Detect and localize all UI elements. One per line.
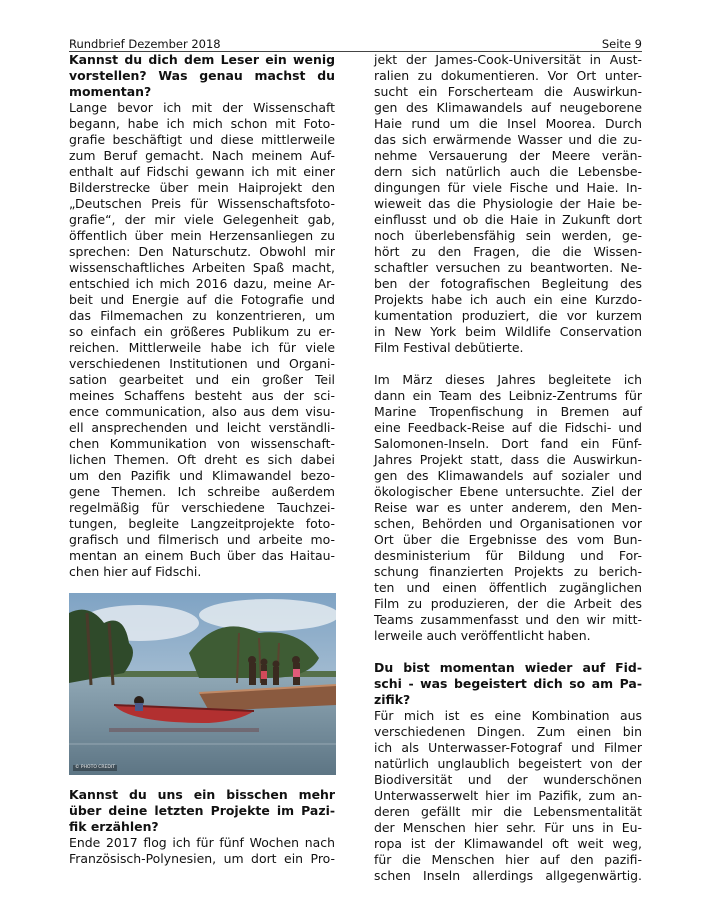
text-line: entschied ich mich 2016 dazu, meine Ar-: [69, 276, 335, 291]
text-line: schung finanzierten Projekts zu berich-: [374, 564, 642, 579]
heading-line: vorstellen? Was genau machst du: [69, 68, 335, 83]
heading-line: Kannst du dich dem Leser ein wenig: [69, 52, 335, 67]
text-line: verschiedenen Dingen. Zum einen bin: [374, 724, 642, 739]
text-line: ralien zu dokumentieren. Vor Ort unter-: [374, 68, 642, 83]
text-line: Film zu produzieren, der die Arbeit des: [374, 596, 642, 611]
text-line: Bilderstrecke über mein Haiprojekt den: [69, 180, 335, 195]
text-line: einflusst und ob die Haie in Zukunft dort: [374, 212, 642, 227]
heading-line: momentan?: [69, 84, 152, 99]
right-column: [374, 52, 642, 884]
text-line: Marine Tropenfischung in Bremen auf: [374, 404, 642, 419]
text-line: Im März dieses Jahres begleitete ich: [374, 372, 642, 387]
text-line: chen Kommunikation von wissenschaft-: [69, 436, 335, 451]
text-line: wissenschaftliches Arbeiten Spaß macht,: [69, 260, 335, 275]
text-line: um den Pazifik und Klimawandel bezo-: [69, 468, 335, 483]
text-line: sation gearbeitet und ein großer Teil: [69, 372, 335, 387]
heading-line: Du bist momentan wieder auf Fid-: [374, 660, 642, 675]
text-line: deren gefällt mir die Lebensmentalität: [374, 804, 642, 819]
photo-islanders-canoe: [69, 593, 336, 775]
paragraph-gap: [374, 644, 642, 660]
text-line: ich als Unterwasser-Fotograf und Filmer: [374, 740, 642, 755]
heading-line: schi - was begeistert dich so am Pa-: [374, 676, 642, 691]
text-line: „Deutschen Preis für Wissenschaftsfoto-: [69, 196, 335, 211]
text-line: Film Festival debütierte.: [374, 340, 524, 355]
text-line: in New York beim Wildlife Conservation: [374, 324, 642, 339]
text-line: reichen. Mittlerweile habe ich für viele: [69, 340, 335, 355]
paragraph-gap: [374, 356, 642, 372]
text-line: lerweile auch veröffentlicht haben.: [374, 628, 591, 643]
text-line: Lange bevor ich mit der Wissenschaft: [69, 100, 335, 115]
text-line: dingungen für viele Fische und Haie. In-: [374, 180, 642, 195]
header-title: Rundbrief Dezember 2018: [69, 37, 221, 51]
text-line: grafisch und filmerisch und arbeite mo-: [69, 532, 335, 547]
text-line: natürlich unglaublich begeistert von der: [374, 756, 642, 771]
text-line: gene Themen. Ich schreibe außerdem: [69, 484, 335, 499]
text-line: Teams zusammenfasst und den wir mitt-: [374, 612, 642, 627]
text-line: beit und Energie auf die Fotografie und: [69, 292, 335, 307]
text-line: schaftler versuchen zu beantworten. Ne-: [374, 260, 642, 275]
text-line: hört zu den Fragen, die die Wissen-: [374, 244, 642, 259]
text-line: Jahres Projekt statt, dass die Auswirkun-: [374, 452, 642, 467]
text-line: Salomonen-Inseln. Dort fand ein Fünf-: [374, 436, 642, 451]
paragraph-moorea-project: [374, 52, 642, 356]
page-number: Seite 9: [601, 37, 642, 51]
text-line: verschiedenen Institutionen und Organi-: [69, 356, 335, 371]
text-line: Französisch-Polynesien, um dort ein Pro-: [69, 851, 335, 866]
text-line: so einfach ein größeres Publikum zu er-: [69, 324, 335, 339]
text-line: Haie rund um die Insel Moorea. Durch: [374, 116, 642, 131]
text-line: tungen, begleite Langzeitprojekte foto-: [69, 516, 335, 531]
text-line: kumentation produziert, die vor kurzem: [374, 308, 642, 323]
left-column: [69, 52, 335, 580]
text-line: Ort über die Ergebnisse des vom Bun-: [374, 532, 642, 547]
heading-introduce-yourself: [69, 52, 335, 100]
text-line: öffentlich über mein Herzensanliegen zu: [69, 228, 335, 243]
text-line: ökologischer Ebene untersuchte. Ziel der: [374, 484, 642, 499]
text-line: ell ansprechenden und leicht verständli-: [69, 420, 335, 435]
text-line: der Menschen hier sehr. Für uns in Eu-: [374, 820, 642, 835]
text-line: ropa ist der Klimawandel oft weit weg,: [374, 836, 642, 851]
text-line: zum Beruf gemacht. Nach meinem Auf-: [69, 148, 335, 163]
text-line: sprechen: Den Naturschutz. Obwohl mir: [69, 244, 335, 259]
text-line: sucht ein Forscherteam die Auswirkun-: [374, 84, 642, 99]
paragraph-projects-start: [69, 835, 335, 867]
text-line: Reise war es unter anderem, den Men-: [374, 500, 642, 515]
text-line: schen Inseln allerdings allgegenwärtig.: [374, 868, 642, 883]
text-line: nehme Versauerung der Meere verän-: [374, 148, 642, 163]
text-line: chen hier auf Fidschi.: [69, 564, 202, 579]
paragraph-fiji-salomon: [374, 372, 642, 644]
text-line: ben der fotografischen Begleitung des: [374, 276, 642, 291]
text-line: mentan an einem Buch über das Haitau-: [69, 548, 335, 563]
text-line: Projekts habe ich auch ein eine Kurzdo-: [374, 292, 642, 307]
text-line: Für mich ist es eine Kombination aus: [374, 708, 642, 723]
text-line: Biodiversität und der wunderschönen: [374, 772, 642, 787]
text-line: meines Schaffens besteht aus der sci-: [69, 388, 335, 403]
text-line: jekt der James-Cook-Universität in Aust-: [374, 52, 642, 67]
text-line: gen des Klimawandels auf neugeborene: [374, 100, 642, 115]
text-line: ence communication, also aus dem visu-: [69, 404, 335, 419]
text-line: für die Menschen hier auf den pazifi-: [374, 852, 642, 867]
heading-line: über deine letzten Projekte im Pazi-: [69, 803, 335, 818]
photo-credit: © PHOTO CREDIT: [75, 765, 115, 770]
text-line: enthalt auf Fidschi gewann ich mit einer: [69, 164, 335, 179]
text-line: das sich erwärmende Wasser und die zu-: [374, 132, 642, 147]
text-line: lichen Themen. Oft dreht es sich dabei: [69, 452, 335, 467]
text-line: dann ein Team des Leibniz-Zentrums für: [374, 388, 642, 403]
left-column-bottom: [69, 787, 335, 867]
text-line: grafie“, der mir viele Gelegenheit gab,: [69, 212, 335, 227]
text-line: schen, Behörden und Organisationen vor: [374, 516, 642, 531]
text-line: eine Feedback-Reise auf die Fidschi- und: [374, 420, 642, 435]
heading-back-in-fiji: [374, 660, 642, 708]
text-line: ten und einen öffentlich zugänglichen: [374, 580, 642, 595]
text-line: noch überlebensfähig sein werden, ge-: [374, 228, 642, 243]
heading-recent-projects: [69, 787, 335, 835]
paragraph-intro: [69, 100, 335, 580]
text-line: regelmäßig für verschiedene Tauchzei-: [69, 500, 335, 515]
text-line: desministerium für Bildung und For-: [374, 548, 642, 563]
text-line: das Filmemachen zu konzentrieren, um: [69, 308, 335, 323]
heading-line: Kannst du uns ein bisschen mehr: [69, 787, 335, 802]
paragraph-pacific-enthusiasm: [374, 708, 642, 884]
text-line: grafie beschäftigt und diese mittlerweile: [69, 132, 335, 147]
text-line: gen des Klimawandels auf sozialer und: [374, 468, 642, 483]
text-line: wieweit das die Physiologie der Haie be-: [374, 196, 642, 211]
text-line: dern sich natürlich auch die Lebensbe-: [374, 164, 642, 179]
heading-line: fik erzählen?: [69, 819, 159, 834]
text-line: begann, habe ich mich schon mit Foto-: [69, 116, 335, 131]
heading-line: zifik?: [374, 692, 411, 707]
text-line: Unterwasserwelt hier im Pazifik, zum an-: [374, 788, 642, 803]
text-line: Ende 2017 flog ich für fünf Wochen nach: [69, 835, 335, 850]
